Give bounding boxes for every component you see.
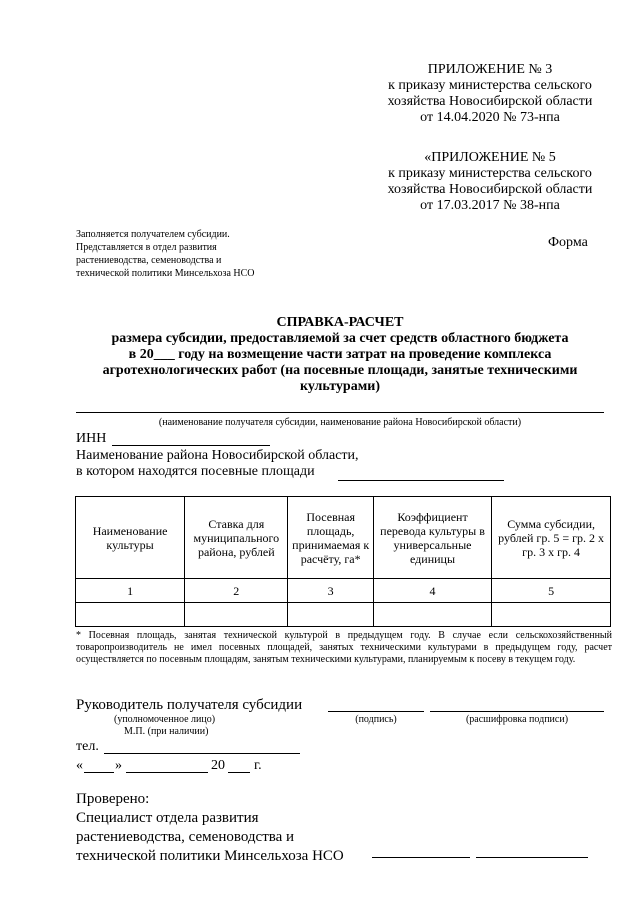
column-number: 2 [185,579,288,603]
head-label: Руководитель получателя субсидии [76,697,303,713]
header-area: Посевная площадь, принимаемая к расчёту, га* [288,497,373,579]
header-culture: Наименование культуры [76,497,185,579]
decode-caption: (расшифровка подписи) [465,714,569,725]
appendix-3-line: к приказу министерства сельского [388,78,592,93]
checked-label: Проверено: [76,791,150,807]
fill-instructions-line: растениеводства, семеноводства и [76,255,222,266]
column-number: 3 [288,579,373,603]
table-cell[interactable] [492,603,611,627]
appendix-3-date: от 14.04.2020 № 73-нпа [420,110,560,125]
fill-instructions-line: технической политики Минсельхоза НСО [76,268,255,279]
signature-decode-field[interactable] [430,711,604,712]
table-row [76,603,611,627]
appendix-5-title: «ПРИЛОЖЕНИЕ № 5 [424,150,556,165]
appendix-5-header [340,150,640,214]
appendix-3-line: хозяйства Новосибирской области [387,94,593,109]
document-title [70,315,610,395]
district-label-line: Наименование района Новосибирской области, [76,448,359,463]
checked-signature-field[interactable] [372,857,470,858]
title-line: в 20___ году на возмещение части затрат на проведение комплекса [128,347,552,362]
appendix-5-line: хозяйства Новосибирской области [387,182,593,197]
table-cell[interactable] [288,603,373,627]
column-number: 1 [76,579,185,603]
district-label-line: в котором находятся посевные площади [76,464,315,479]
checked-line: Специалист отдела развития [76,810,259,826]
date-year-prefix: 20 [211,758,225,773]
footnote: * Посевная площадь, занятая технической культурой в предыдущем году. В случае если сельскохозяйственный товаропроизводитель не имел посевных площадей, занятых техническими культурами в предыдущем году, расчет осуществляется по посевным площадям, занятым техническими культурами, планируемым к посеву в текущем году. [76,630,612,665]
date-close-quote: » [115,758,122,773]
signature-field[interactable] [328,711,424,712]
authorized-caption: (уполномоченное лицо) [114,714,216,725]
fill-instructions-line: Заполняется получателем субсидии. [76,229,230,240]
signature-caption: (подпись) [355,714,397,725]
column-number: 5 [492,579,611,603]
title-line: культурами) [300,379,380,394]
column-number: 4 [373,579,491,603]
header-coefficient: Коэффициент перевода культуры в универсальные единицы [373,497,491,579]
table-header-row [76,497,611,579]
checked-decode-field[interactable] [476,857,588,858]
fill-instructions [76,228,286,280]
fill-instructions-line: Представляется в отдел развития [76,242,217,253]
inn-field[interactable] [112,445,270,446]
tel-field[interactable] [104,753,300,754]
inn-label: ИНН [76,431,107,446]
checked-block [76,790,344,866]
title-line: агротехнологических работ (на посевные площади, занятые техническими [102,363,578,378]
table-number-row [76,579,611,603]
date-month-field[interactable] [126,772,208,773]
tel-label: тел. [76,739,99,754]
recipient-caption: (наименование получателя субсидии, наименование района Новосибирской области) [158,417,522,428]
checked-line: растениеводства, семеноводства и [76,829,295,845]
date-open-quote: « [76,758,83,773]
title-line: размера субсидии, предоставляемой за счет средств областного бюджета [111,331,569,346]
appendix-5-date: от 17.03.2017 № 38-нпа [420,198,560,213]
district-label [76,448,359,480]
table-cell[interactable] [373,603,491,627]
date-year-field[interactable] [228,772,250,773]
title-main: СПРАВКА-РАСЧЕТ [276,315,404,330]
date-year-suffix: г. [254,758,262,773]
subsidy-table [75,496,611,627]
checked-line: технической политики Минсельхоза НСО [76,848,344,864]
appendix-5-line: к приказу министерства сельского [388,166,592,181]
recipient-name-field[interactable] [76,412,604,413]
district-field[interactable] [338,480,504,481]
appendix-3-header [340,62,640,126]
appendix-3-title: ПРИЛОЖЕНИЕ № 3 [427,62,553,77]
table-cell[interactable] [76,603,185,627]
date-day-field[interactable] [84,772,114,773]
seal-caption: М.П. (при наличии) [124,726,209,737]
header-rate: Ставка для муниципального района, рублей [185,497,288,579]
header-sum: Сумма субсидии, рублей гр. 5 = гр. 2 х гр. 3 х гр. 4 [492,497,611,579]
table-cell[interactable] [185,603,288,627]
form-label: Форма [548,235,588,250]
